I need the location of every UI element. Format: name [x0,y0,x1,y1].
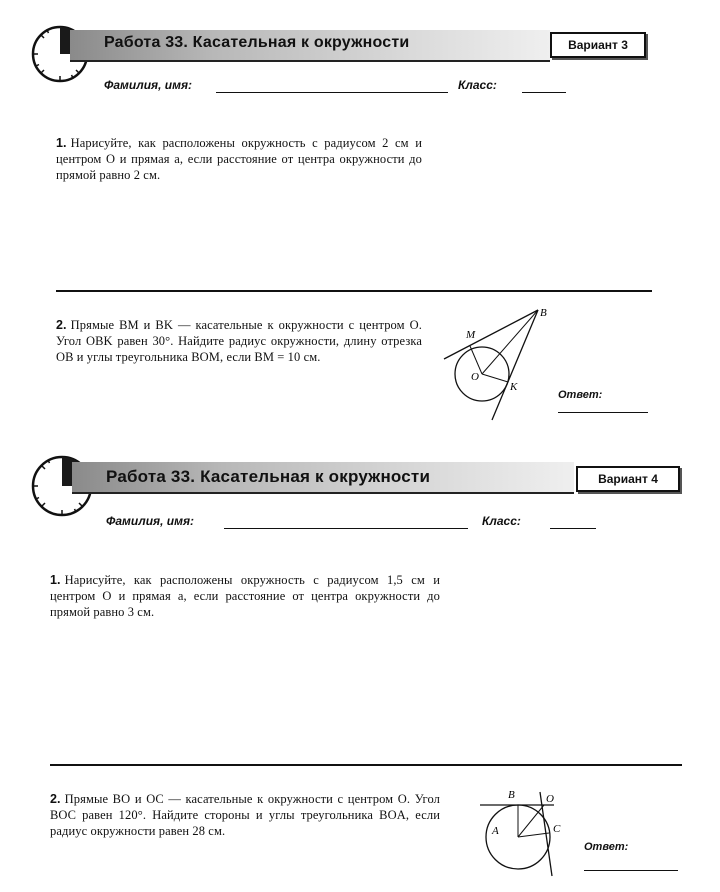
radius-om [470,346,482,374]
segment-ao [518,805,544,837]
label-a: A [492,825,499,837]
label-o: O [471,371,479,383]
segment-ob [482,310,538,374]
label-k: K [510,381,518,393]
name-field[interactable] [216,92,448,93]
task-number: 1. [50,573,61,587]
section-divider [50,764,682,766]
class-field[interactable] [522,92,566,93]
tangent-bm [444,310,538,359]
class-field[interactable] [550,528,596,529]
class-label: Класс: [458,78,497,92]
answer-field[interactable] [584,870,678,871]
variant-badge: Вариант 3 [550,32,646,58]
task-number: 2. [50,792,61,806]
tangent-figure [474,784,570,880]
radius-ok [482,374,508,382]
task-text: Прямые BO и OC — касательные к окружности с центром O. Угол BOC равен 120°. Найдите стороны и углы треугольника BOA, если радиус окружности равен 28 см. [50,792,440,838]
variant-badge: Вариант 4 [576,466,680,492]
label-b: B [540,307,547,319]
task-text: Нарисуйте, как расположены окружность с радиусом 2 см и центром O и прямая a, если расстояние от центра окружности до прямой равно 2 см. [56,136,422,182]
class-label: Класс: [482,514,521,528]
section-divider [56,290,652,292]
task-1 [50,572,440,620]
sheet-title: Работа 33. Касательная к окружности [104,34,410,51]
task-1 [56,135,422,183]
task-text: Нарисуйте, как расположены окружность с радиусом 1,5 см и центром O и прямая a, если расстояние от центра окружности до прямой равно 3 см. [50,573,440,619]
name-label: Фамилия, имя: [104,78,193,92]
worksheet-variant-4 [0,446,720,892]
task-number: 1. [56,136,67,150]
name-field[interactable] [224,528,468,529]
sheet-title: Работа 33. Касательная к окружности [106,467,431,486]
answer-field[interactable] [558,412,648,413]
task-2 [56,317,422,365]
tangent-bk [492,310,538,420]
radius-ac [518,833,549,837]
task-number: 2. [56,318,67,332]
task-2 [50,791,440,839]
task-text: Прямые BM и BK — касательные к окружности с центром O. Угол OBK равен 30°. Найдите радиус окружности, длину отрезка OB и углы треугольника BOM, если BM = 10 см. [56,318,422,364]
label-m: M [466,329,476,341]
answer-label: Ответ: [584,841,629,853]
answer-label: Ответ: [558,389,603,401]
label-c: C [553,823,561,835]
name-label: Фамилия, имя: [106,514,195,528]
label-o: O [546,793,554,805]
tangent-figure [440,302,556,426]
label-b: B [508,789,515,801]
